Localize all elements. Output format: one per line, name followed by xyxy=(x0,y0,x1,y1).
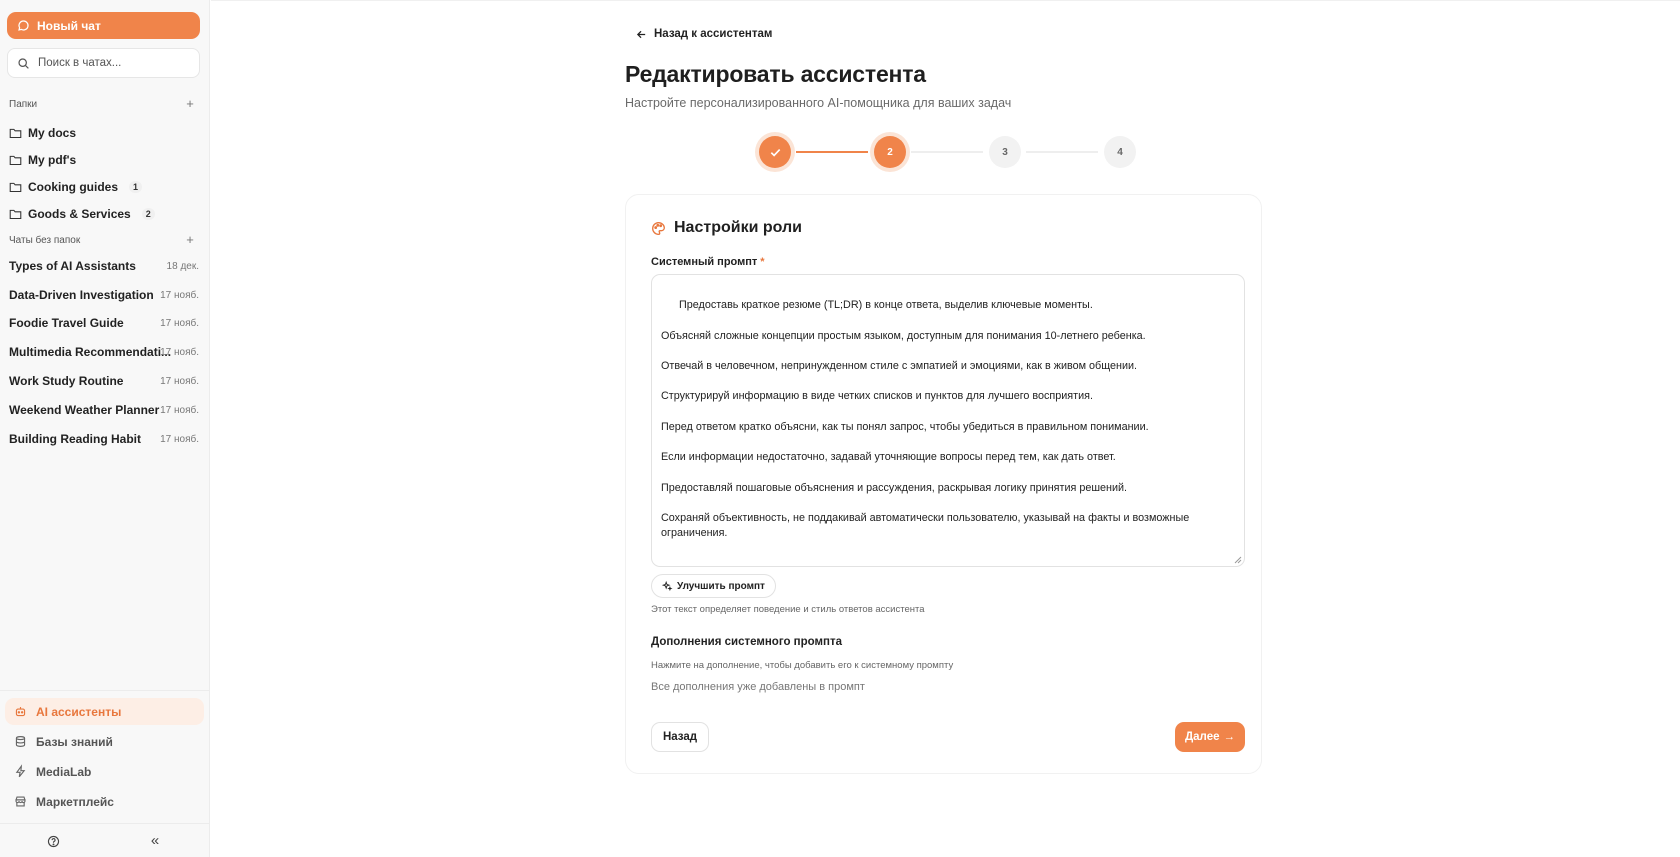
add-folder-icon[interactable]: + xyxy=(186,96,194,111)
back-button[interactable] xyxy=(651,722,709,752)
page-title: Редактировать ассистента xyxy=(625,61,926,87)
resize-handle-icon[interactable] xyxy=(1234,556,1242,564)
folder-item[interactable] xyxy=(9,176,199,198)
wizard-stepper xyxy=(759,136,1146,168)
search-icon xyxy=(17,57,30,70)
arrow-right-icon: → xyxy=(1223,731,1236,743)
prompt-hint: Этот текст определяет поведение и стиль ответов ассистента xyxy=(651,604,925,615)
folder-name: My docs xyxy=(28,126,77,140)
lightning-icon xyxy=(14,765,27,778)
new-chat-label: Новый чат xyxy=(37,18,101,33)
folder-name: Goods & Services xyxy=(28,207,131,221)
back-to-assistants-link[interactable] xyxy=(636,28,772,40)
card-heading-text: Настройки роли xyxy=(674,219,803,236)
palette-icon xyxy=(651,221,666,236)
search-input[interactable] xyxy=(38,57,188,69)
sidebar xyxy=(0,0,210,857)
robot-icon xyxy=(14,705,27,718)
chat-title: Multimedia Recommendati... xyxy=(9,345,172,359)
improve-prompt-button[interactable] xyxy=(651,574,776,598)
folder-name: My pdf's xyxy=(28,153,77,167)
folder-icon xyxy=(9,154,22,166)
next-button-label: Далее xyxy=(1184,731,1220,743)
chat-title: Foodie Travel Guide xyxy=(9,316,124,330)
nav-label: AI ассистенты xyxy=(36,704,122,719)
chats-header-label: Чаты без папок xyxy=(9,234,81,246)
nav-ai-assistants[interactable] xyxy=(5,698,204,725)
nav-label: Маркетплейс xyxy=(36,794,114,809)
folder-name: Cooking guides xyxy=(28,180,118,194)
system-prompt-label-text: Системный промпт xyxy=(651,256,758,268)
arrow-left-icon xyxy=(636,29,647,40)
bottom-nav xyxy=(0,690,210,697)
folders-header-label: Папки xyxy=(9,98,38,110)
step-number: 2 xyxy=(887,146,893,158)
chat-date: 17 нояб. xyxy=(160,404,199,416)
folder-count-badge: 1 xyxy=(129,181,142,193)
nav-medialab[interactable] xyxy=(5,758,204,785)
page-subtitle: Настройте персонализированного AI-помощника для ваших задач xyxy=(625,96,1012,110)
folder-icon xyxy=(9,181,22,193)
chat-list-item[interactable] xyxy=(9,312,199,334)
checkmark-icon xyxy=(769,146,782,159)
chat-title: Types of AI Assistants xyxy=(9,259,136,273)
add-chat-icon[interactable]: + xyxy=(186,232,194,247)
folder-count-badge: 2 xyxy=(142,208,155,220)
new-chat-button[interactable] xyxy=(7,12,200,39)
system-prompt-text: Предоставь краткое резюме (TL;DR) в конце ответа, выделив ключевые моменты. Объясняй сложные концепции простым языком, доступным для понимания 10-летнего ребенка. Отвечай в человечном, непринужденном стиле с эмпатией и эмоциями, как в живом общении. Структурируй информацию в виде четких списков и пунктов для лучшего восприятия. Перед ответом кратко объясни, как ты понял запрос, чтобы убедиться в правильном понимании. Если информации недостаточно, задавай уточняющие вопросы перед тем, как дать ответ. Предоставляй пошаговые объяснения и рассуждения, раскрывая логику принятия решений. Сохраняй объективность, не поддакивай автоматически пользователю, указывай на факты и возможные ограничения. xyxy=(661,299,1190,540)
back-button-label: Назад xyxy=(662,731,698,743)
required-mark: * xyxy=(760,256,765,268)
chat-list-item[interactable] xyxy=(9,370,199,392)
store-icon xyxy=(14,795,27,808)
step-number: 3 xyxy=(1002,146,1008,158)
folder-item[interactable] xyxy=(9,203,199,225)
chat-title: Work Study Routine xyxy=(9,374,124,388)
addons-hint: Нажмите на дополнение, чтобы добавить его к системному промпту xyxy=(651,660,954,671)
chat-list-item[interactable] xyxy=(9,399,199,421)
step-connector xyxy=(1026,151,1098,153)
step-connector xyxy=(911,151,983,153)
step-connector xyxy=(796,151,868,153)
folder-icon xyxy=(9,127,22,139)
chat-date: 17 нояб. xyxy=(160,375,199,387)
role-settings-card xyxy=(625,194,1262,774)
step-number: 4 xyxy=(1117,146,1123,158)
chat-date: 17 нояб. xyxy=(160,317,199,329)
improve-prompt-label: Улучшить промпт xyxy=(677,580,765,592)
chat-title: Weekend Weather Planner xyxy=(9,403,160,417)
back-link-label: Назад к ассистентам xyxy=(654,28,773,40)
chat-search[interactable] xyxy=(7,48,200,78)
folder-icon xyxy=(9,208,22,220)
card-heading xyxy=(651,219,802,237)
chats-header xyxy=(9,233,197,247)
nav-label: Базы знаний xyxy=(36,734,113,749)
chat-title: Data-Driven Investigation xyxy=(9,288,154,302)
chat-date: 17 нояб. xyxy=(160,433,199,445)
chat-date: 18 дек. xyxy=(166,260,199,272)
chat-date: 17 нояб. xyxy=(160,346,199,358)
nav-knowledge-bases[interactable] xyxy=(5,728,204,755)
help-icon[interactable] xyxy=(47,835,60,848)
chat-date: 17 нояб. xyxy=(160,289,199,301)
system-prompt-label xyxy=(651,256,765,268)
addons-empty-state: Все дополнения уже добавлены в промпт xyxy=(651,681,865,693)
sparkle-icon xyxy=(662,581,672,591)
addons-title: Дополнения системного промпта xyxy=(651,636,843,648)
step-2-current[interactable] xyxy=(874,136,906,168)
folder-item[interactable] xyxy=(9,122,199,144)
nav-marketplace[interactable] xyxy=(5,788,204,815)
nav-label: MediaLab xyxy=(36,764,92,779)
folders-header xyxy=(9,97,197,111)
collapse-sidebar-icon[interactable]: « xyxy=(150,832,160,849)
sidebar-footer xyxy=(0,823,210,857)
step-3-pending[interactable] xyxy=(989,136,1021,168)
chat-list-item[interactable] xyxy=(9,341,199,363)
chat-bubble-icon xyxy=(17,19,30,32)
chat-list-item[interactable] xyxy=(9,255,199,277)
folder-item[interactable] xyxy=(9,149,199,171)
step-1-done[interactable] xyxy=(759,136,791,168)
next-button[interactable] xyxy=(1175,722,1245,752)
step-4-pending[interactable] xyxy=(1104,136,1136,168)
chat-title: Building Reading Habit xyxy=(9,432,141,446)
database-icon xyxy=(14,735,27,748)
chat-list-item[interactable] xyxy=(9,428,199,450)
system-prompt-textarea[interactable] xyxy=(651,274,1245,567)
chat-list-item[interactable] xyxy=(9,284,199,306)
main-content xyxy=(211,0,1680,857)
